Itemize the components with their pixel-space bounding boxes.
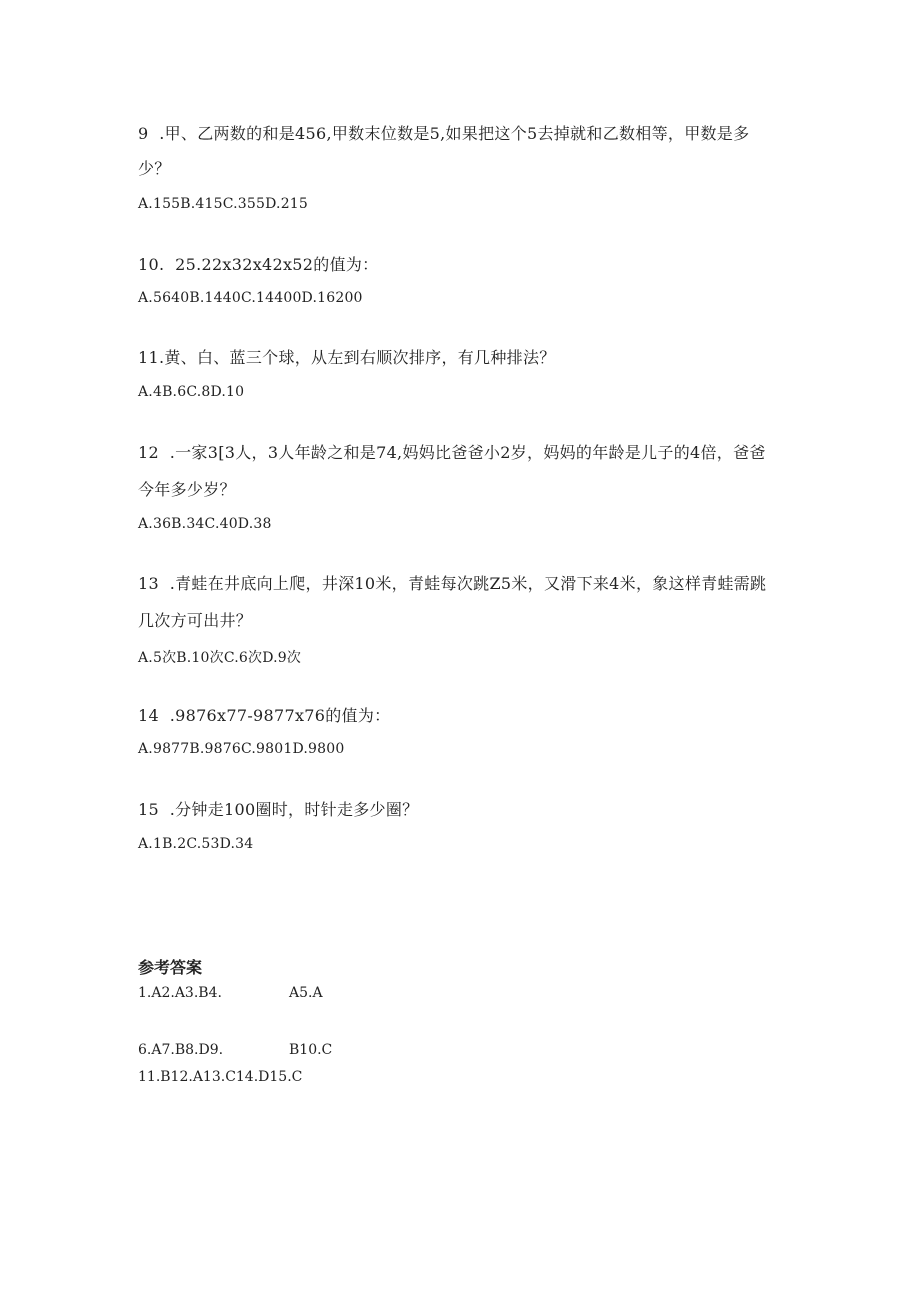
question-9-line-1: 9 .甲、乙两数的和是456,甲数末位数是5,如果把这个5去掉就和乙数相等，甲数是多 [138,124,750,143]
question-14-line-1: 14 .9876x77-9877x76的值为： [138,706,391,725]
answer-row-2-part-2: B10.C [289,1042,333,1058]
question-13-line-2: 几次方可出井？ [138,611,253,630]
question-11-line-1: 11.黄、白、蓝三个球，从左到右顺次排序，有几种排法？ [138,348,556,367]
answer-row-1-part-2: A5.A [289,985,323,1001]
question-9-line-2: 少？ [138,159,171,178]
question-9-options: A.155B.415C.355D.215 [138,196,309,212]
question-12-options: A.36B.34C.40D.38 [138,516,272,532]
question-13-options: A.5次B.10次C.6次D.9次 [138,650,302,666]
answer-row-2-part-1: 6.A7.B8.D9. [138,1042,224,1058]
question-11-options: A.4B.6C.8D.10 [138,384,245,400]
answer-row-3: 11.B12.A13.C14.D15.C [138,1069,303,1085]
question-10-line-1: 10. 25.22x32x42x52的值为： [138,255,379,274]
answer-key-title: 参考答案 [138,958,203,977]
question-15-options: A.1B.2C.53D.34 [138,836,254,852]
question-10-options: A.5640B.1440C.14400D.16200 [138,290,363,306]
question-14-options: A.9877B.9876C.9801D.9800 [138,741,345,757]
answer-row-1-part-1: 1.A2.A3.B4. [138,985,222,1001]
question-13-line-1: 13 .青蛙在井底向上爬，井深10米，青蛙每次跳Z5米，又滑下来4米，象这样青蛙需跳 [138,574,767,593]
question-12-line-2: 今年多少岁？ [138,480,236,499]
question-15-line-1: 15 .分钟走100圈时，时针走多少圈？ [138,800,419,819]
question-12-line-1: 12 .一家3[3人，3人年龄之和是74,妈妈比爸爸小2岁，妈妈的年龄是儿子的4倍，爸爸 [138,443,766,462]
